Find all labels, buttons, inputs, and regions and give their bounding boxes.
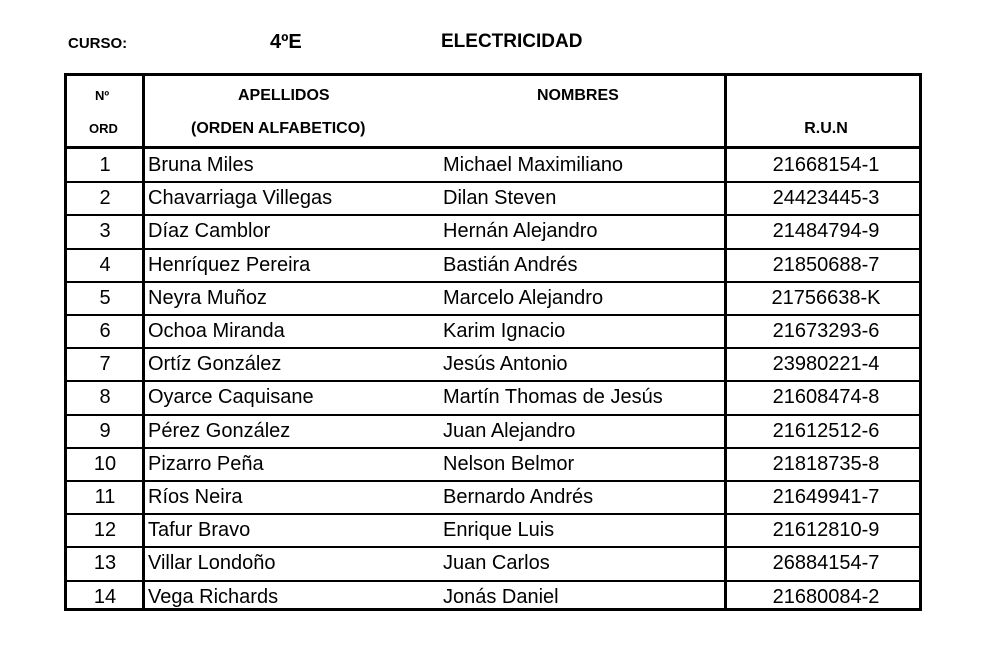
table-body	[67, 149, 919, 608]
row-run: 21484794-9	[772, 220, 880, 243]
row-run: 21850688-7	[772, 253, 880, 276]
table-row	[67, 182, 919, 215]
row-run: 21612512-6	[772, 419, 880, 442]
row-number: 11	[94, 486, 116, 508]
row-apellidos: Villar Londoño	[148, 552, 276, 575]
row-apellidos: Bruna Miles	[148, 154, 254, 176]
row-nombres: Michael Maximiliano	[443, 154, 624, 176]
row-apellidos: Ríos Neira	[148, 486, 243, 508]
table-row	[67, 315, 919, 348]
header-number-top: Nº	[95, 88, 110, 103]
table-row	[67, 282, 919, 315]
row-apellidos: Chavarriaga Villegas	[148, 187, 333, 210]
row-nombres: Marcelo Alejandro	[443, 286, 604, 309]
specialty-title: ELECTRICIDAD	[441, 31, 583, 52]
header-nombres: NOMBRES	[537, 87, 619, 104]
row-run: 21608474-8	[772, 386, 880, 409]
table-row	[67, 481, 919, 514]
row-run: 21818735-8	[772, 452, 880, 475]
row-apellidos: Ochoa Miranda	[148, 320, 285, 342]
row-nombres: Jesús Antonio	[443, 353, 568, 376]
table-row	[67, 249, 919, 282]
table-row	[67, 149, 919, 182]
row-number: 2	[99, 187, 111, 210]
row-apellidos: Henríquez Pereira	[148, 253, 311, 276]
row-apellidos: Oyarce Caquisane	[148, 386, 314, 409]
row-apellidos: Pizarro Peña	[148, 452, 264, 475]
row-nombres: Martín Thomas de Jesús	[443, 386, 663, 409]
row-number: 10	[93, 452, 117, 475]
row-apellidos: Neyra Muñoz	[148, 286, 267, 309]
row-nombres: Jonás Daniel	[443, 585, 559, 608]
table-row	[67, 514, 919, 547]
table-row	[67, 381, 919, 414]
table-header	[67, 76, 919, 146]
row-nombres: Hernán Alejandro	[443, 220, 598, 243]
row-number: 7	[99, 353, 111, 376]
row-number: 9	[99, 419, 111, 442]
header-number-bottom: ORD	[89, 121, 118, 136]
column-divider-1	[142, 76, 145, 608]
table-row	[67, 448, 919, 481]
row-run: 21649941-7	[772, 486, 880, 508]
row-apellidos: Díaz Camblor	[148, 220, 271, 243]
table-row	[67, 581, 919, 614]
student-roster-table	[64, 73, 922, 611]
row-number: 13	[93, 552, 117, 575]
row-run: 21612810-9	[772, 519, 880, 542]
row-nombres: Enrique Luis	[443, 519, 555, 542]
row-nombres: Bastián Andrés	[443, 253, 578, 276]
row-number: 8	[99, 386, 111, 409]
row-apellidos: Vega Richards	[148, 585, 279, 608]
row-run: 21673293-6	[772, 320, 880, 342]
row-number: 6	[99, 320, 111, 342]
row-nombres: Bernardo Andrés	[443, 486, 594, 508]
row-number: 3	[99, 220, 111, 243]
row-run: 21756638-K	[771, 286, 881, 309]
row-number: 1	[99, 154, 111, 176]
row-apellidos: Ortíz González	[148, 353, 282, 376]
header-apellidos: APELLIDOS	[238, 87, 330, 104]
row-number: 5	[99, 286, 111, 309]
row-apellidos: Tafur Bravo	[148, 519, 251, 542]
header-apellidos-note: (ORDEN ALFABETICO)	[191, 120, 366, 137]
row-nombres: Juan Alejandro	[443, 419, 576, 442]
table-row	[67, 215, 919, 248]
course-value: 4ºE	[270, 31, 302, 53]
row-number: 14	[93, 585, 117, 608]
row-run: 26884154-7	[772, 552, 880, 575]
row-run: 21668154-1	[772, 154, 880, 176]
row-number: 4	[99, 253, 111, 276]
row-nombres: Juan Carlos	[443, 552, 550, 575]
row-run: 23980221-4	[772, 353, 880, 376]
row-apellidos: Pérez González	[148, 419, 291, 442]
column-divider-2	[724, 76, 727, 608]
row-run: 24423445-3	[772, 187, 880, 210]
table-row	[67, 348, 919, 381]
course-label: CURSO:	[68, 35, 128, 52]
row-run: 21680084-2	[772, 585, 880, 608]
row-nombres: Karim Ignacio	[443, 320, 566, 342]
row-nombres: Nelson Belmor	[443, 452, 575, 475]
header-run: R.U.N	[804, 120, 848, 137]
row-nombres: Dilan Steven	[443, 187, 557, 210]
row-number: 12	[93, 519, 117, 542]
table-row	[67, 415, 919, 448]
table-row	[67, 547, 919, 580]
